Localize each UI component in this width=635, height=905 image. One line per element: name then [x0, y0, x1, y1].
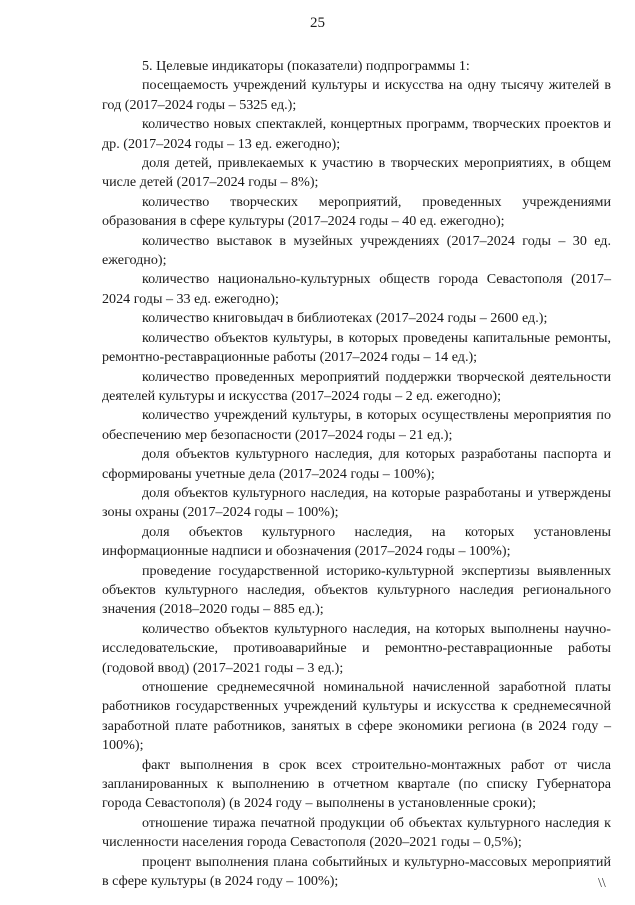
indicator-item: доля объектов культурного наследия, на которые разработаны и утверждены зоны охраны (2017–2024 годы – 100%);: [102, 484, 611, 521]
indicator-item: количество национально-культурных обществ города Севастополя (2017–2024 годы – 33 ед. ежегодно);: [102, 271, 611, 307]
indicator-item: доля объектов культурного наследия, на которых установлены информационные надписи и обозначения (2017–2024 годы – 100%);: [102, 523, 611, 560]
indicator-item: доля объектов культурного наследия, для которых разработаны паспорта и сформированы учетные дела (2017–2024 годы – 100%);: [102, 446, 611, 482]
section-heading: 5. Целевые индикаторы (показатели) подпрограммы 1:: [142, 58, 470, 74]
indicator-item: количество учреждений культуры, в которых осуществлены мероприятия по обеспечению мер безопасности (2017–2024 годы – 21 ед.);: [102, 407, 611, 443]
indicator-item: факт выполнения в срок всех строительно-монтажных работ от числа запланированных к выполнению в отчетном квартале (по списку Губернатора города Севастополя) (в 2024 году – выполнены в установленные сроки);: [102, 756, 611, 812]
indicator-item: процент выполнения плана событийных и культурно-массовых мероприятий в сфере культуры (в 2024 году – 100%);: [102, 853, 611, 890]
indicator-item: количество проведенных мероприятий поддержки творческой деятельности деятелей культуры и искусства (2017–2024 годы – 2 ед. ежегодно);: [102, 368, 611, 404]
indicator-item: количество творческих мероприятий, проведенных учреждениями образования в сфере культуры (2017–2024 годы – 40 ед. ежегодно);: [102, 193, 611, 230]
indicator-item: доля детей, привлекаемых к участию в творческих мероприятиях, в общем числе детей (2017–2024 годы – 8%);: [102, 155, 611, 191]
indicator-item: количество новых спектаклей, концертных программ, творческих проектов и др. (2017–2024 годы – 13 ед. ежегодно);: [102, 116, 611, 152]
indicator-item: отношение среднемесячной номинальной начисленной заработной платы работников государственных учреждений культуры и искусства к среднемесячной заработной плате работников, занятых в сфере экономики региона (в 2024 году – 100%);: [102, 679, 611, 754]
indicator-item: посещаемость учреждений культуры и искусства на одну тысячу жителей в год (2017–2024 годы – 5325 ед.);: [102, 77, 611, 113]
indicator-item: количество объектов культурного наследия, на которых выполнены научно-исследовательские, противоаварийные и ремонтно-реставрационные работы (годовой ввод) (2017–2021 годы – 3 ед.);: [102, 620, 611, 676]
indicator-item: количество объектов культуры, в которых проведены капитальные ремонты, ремонтно-реставрационные работы (2017–2024 годы – 14 ед.);: [102, 329, 611, 366]
indicator-item: проведение государственной историко-культурной экспертизы выявленных объектов культурного наследия, объектов культурного наследия регионального значения (2018–2020 годы – 885 ед.);: [102, 562, 611, 618]
margin-initials-mark: \\: [598, 876, 606, 891]
document-body: [102, 57, 611, 891]
indicator-item: отношение тиража печатной продукции об объектах культурного наследия к численности населения города Севастополя (2020–2021 годы – 0,5%);: [102, 814, 611, 851]
indicator-item: количество книговыдач в библиотеках (2017–2024 годы – 2600 ед.);: [142, 310, 548, 327]
page-number: 25: [310, 15, 325, 31]
indicator-item: количество выставок в музейных учреждениях (2017–2024 годы – 30 ед. ежегодно);: [102, 232, 611, 269]
